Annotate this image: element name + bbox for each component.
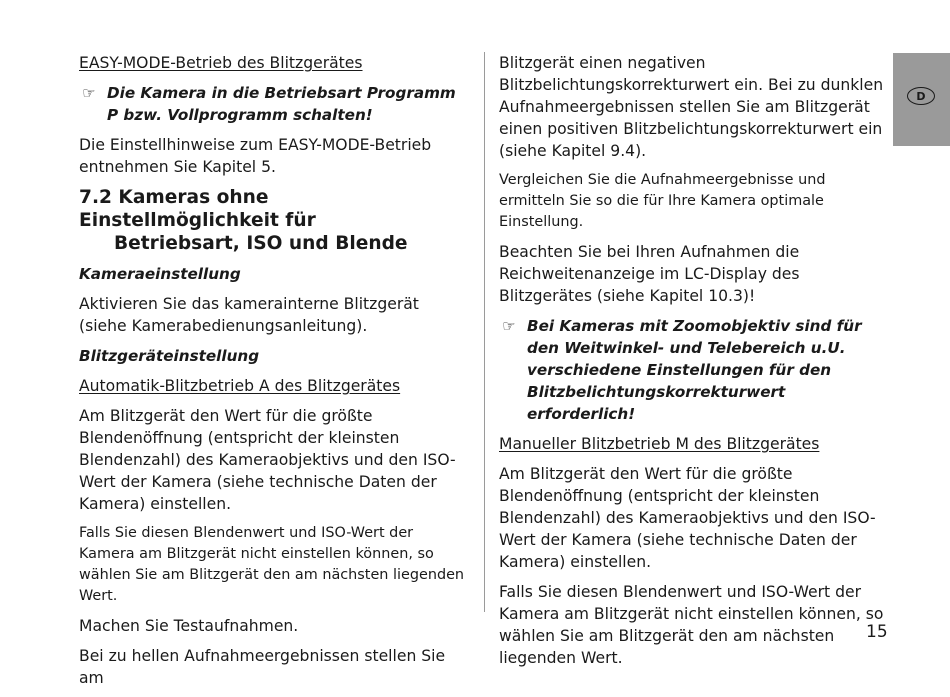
paragraph-manual-2: Falls Sie diesen Blendenwert und ISO-Wert der Kamera am Blitzgerät nicht einstellen können, so wählen Sie am Blitzgerät den am nächsten liegenden Wert.: [499, 583, 884, 667]
paragraph-easy-mode: Die Einstellhinweise zum EASY-MODE-Betrieb entnehmen Sie Kapitel 5.: [79, 136, 432, 176]
section-heading: [79, 186, 471, 255]
language-tab: [893, 53, 950, 146]
note-text: Die Kamera in die Betriebsart Programm P bzw. Vollprogramm schalten!: [107, 84, 456, 124]
column-divider: [484, 52, 485, 612]
language-badge: D: [907, 87, 935, 105]
right-column: [499, 52, 891, 677]
note-zoom: [499, 315, 891, 425]
subheading-camera: Kameraeinstellung: [79, 265, 241, 283]
paragraph-manual-1: Am Blitzgerät den Wert für die größte Blendenöffnung (entspricht der kleinsten Blendenzahl) des Kameraobjektivs und den ISO-Wert der Kamera (siehe technische Daten der Kamera) einstellen.: [499, 465, 876, 571]
paragraph-compare: Vergleichen Sie die Aufnahmeergebnisse und ermitteln Sie so die für Ihre Kamera optimale Einstellung.: [499, 172, 826, 230]
paragraph-test: Machen Sie Testaufnahmen.: [79, 617, 299, 635]
pointing-hand-icon: ☞: [502, 317, 516, 335]
paragraph-correction: Blitzgerät einen negativen Blitzbelichtungskorrekturwert ein. Bei zu dunklen Aufnahmeergebnissen stellen Sie am Blitzgerät einen positiven Blitzbelichtungskorrekturwert ein (siehe Kapitel 9.4).: [499, 54, 884, 160]
section-automatic: Automatik-Blitzbetrieb A des Blitzgerätes: [79, 377, 401, 395]
pointing-hand-icon: ☞: [82, 84, 96, 102]
section-manual: Manueller Blitzbetrieb M des Blitzgerätes: [499, 435, 820, 453]
left-column: [79, 52, 471, 697]
note-text: Bei Kameras mit Zoomobjektiv sind für den Weitwinkel- und Telebereich u.U. verschiedene Einstellungen für den Blitzbelichtungskorrekturwert erforderlich!: [527, 317, 862, 423]
section-easy-mode: EASY-MODE-Betrieb des Blitzgerätes: [79, 54, 363, 72]
page-number: 15: [866, 622, 888, 642]
paragraph-range: Beachten Sie bei Ihren Aufnahmen die Reichweitenanzeige im LC-Display des Blitzgerätes (siehe Kapitel 10.3)!: [499, 243, 800, 305]
note-easy-mode: [79, 82, 471, 126]
subheading-flash: Blitzgeräteinstellung: [79, 347, 260, 365]
paragraph-automatic-2: Falls Sie diesen Blendenwert und ISO-Wert der Kamera am Blitzgerät nicht einstellen können, so wählen Sie am Blitzgerät den am nächsten liegenden Wert.: [79, 525, 465, 604]
heading-line-2: Betriebsart, ISO und Blende: [114, 233, 408, 254]
paragraph-automatic-1: Am Blitzgerät den Wert für die größte Blendenöffnung (entspricht der kleinsten Blendenzahl) des Kameraobjektivs und den ISO-Wert der Kamera (siehe technische Daten der Kamera) einstellen.: [79, 407, 456, 513]
paragraph-camera: Aktivieren Sie das kamerainterne Blitzgerät (siehe Kamerabedienungsanleitung).: [79, 295, 419, 335]
heading-line-1: 7.2 Kameras ohne Einstellmöglichkeit für: [79, 187, 316, 231]
paragraph-bright: Bei zu hellen Aufnahmeergebnissen stellen Sie am: [79, 647, 446, 687]
